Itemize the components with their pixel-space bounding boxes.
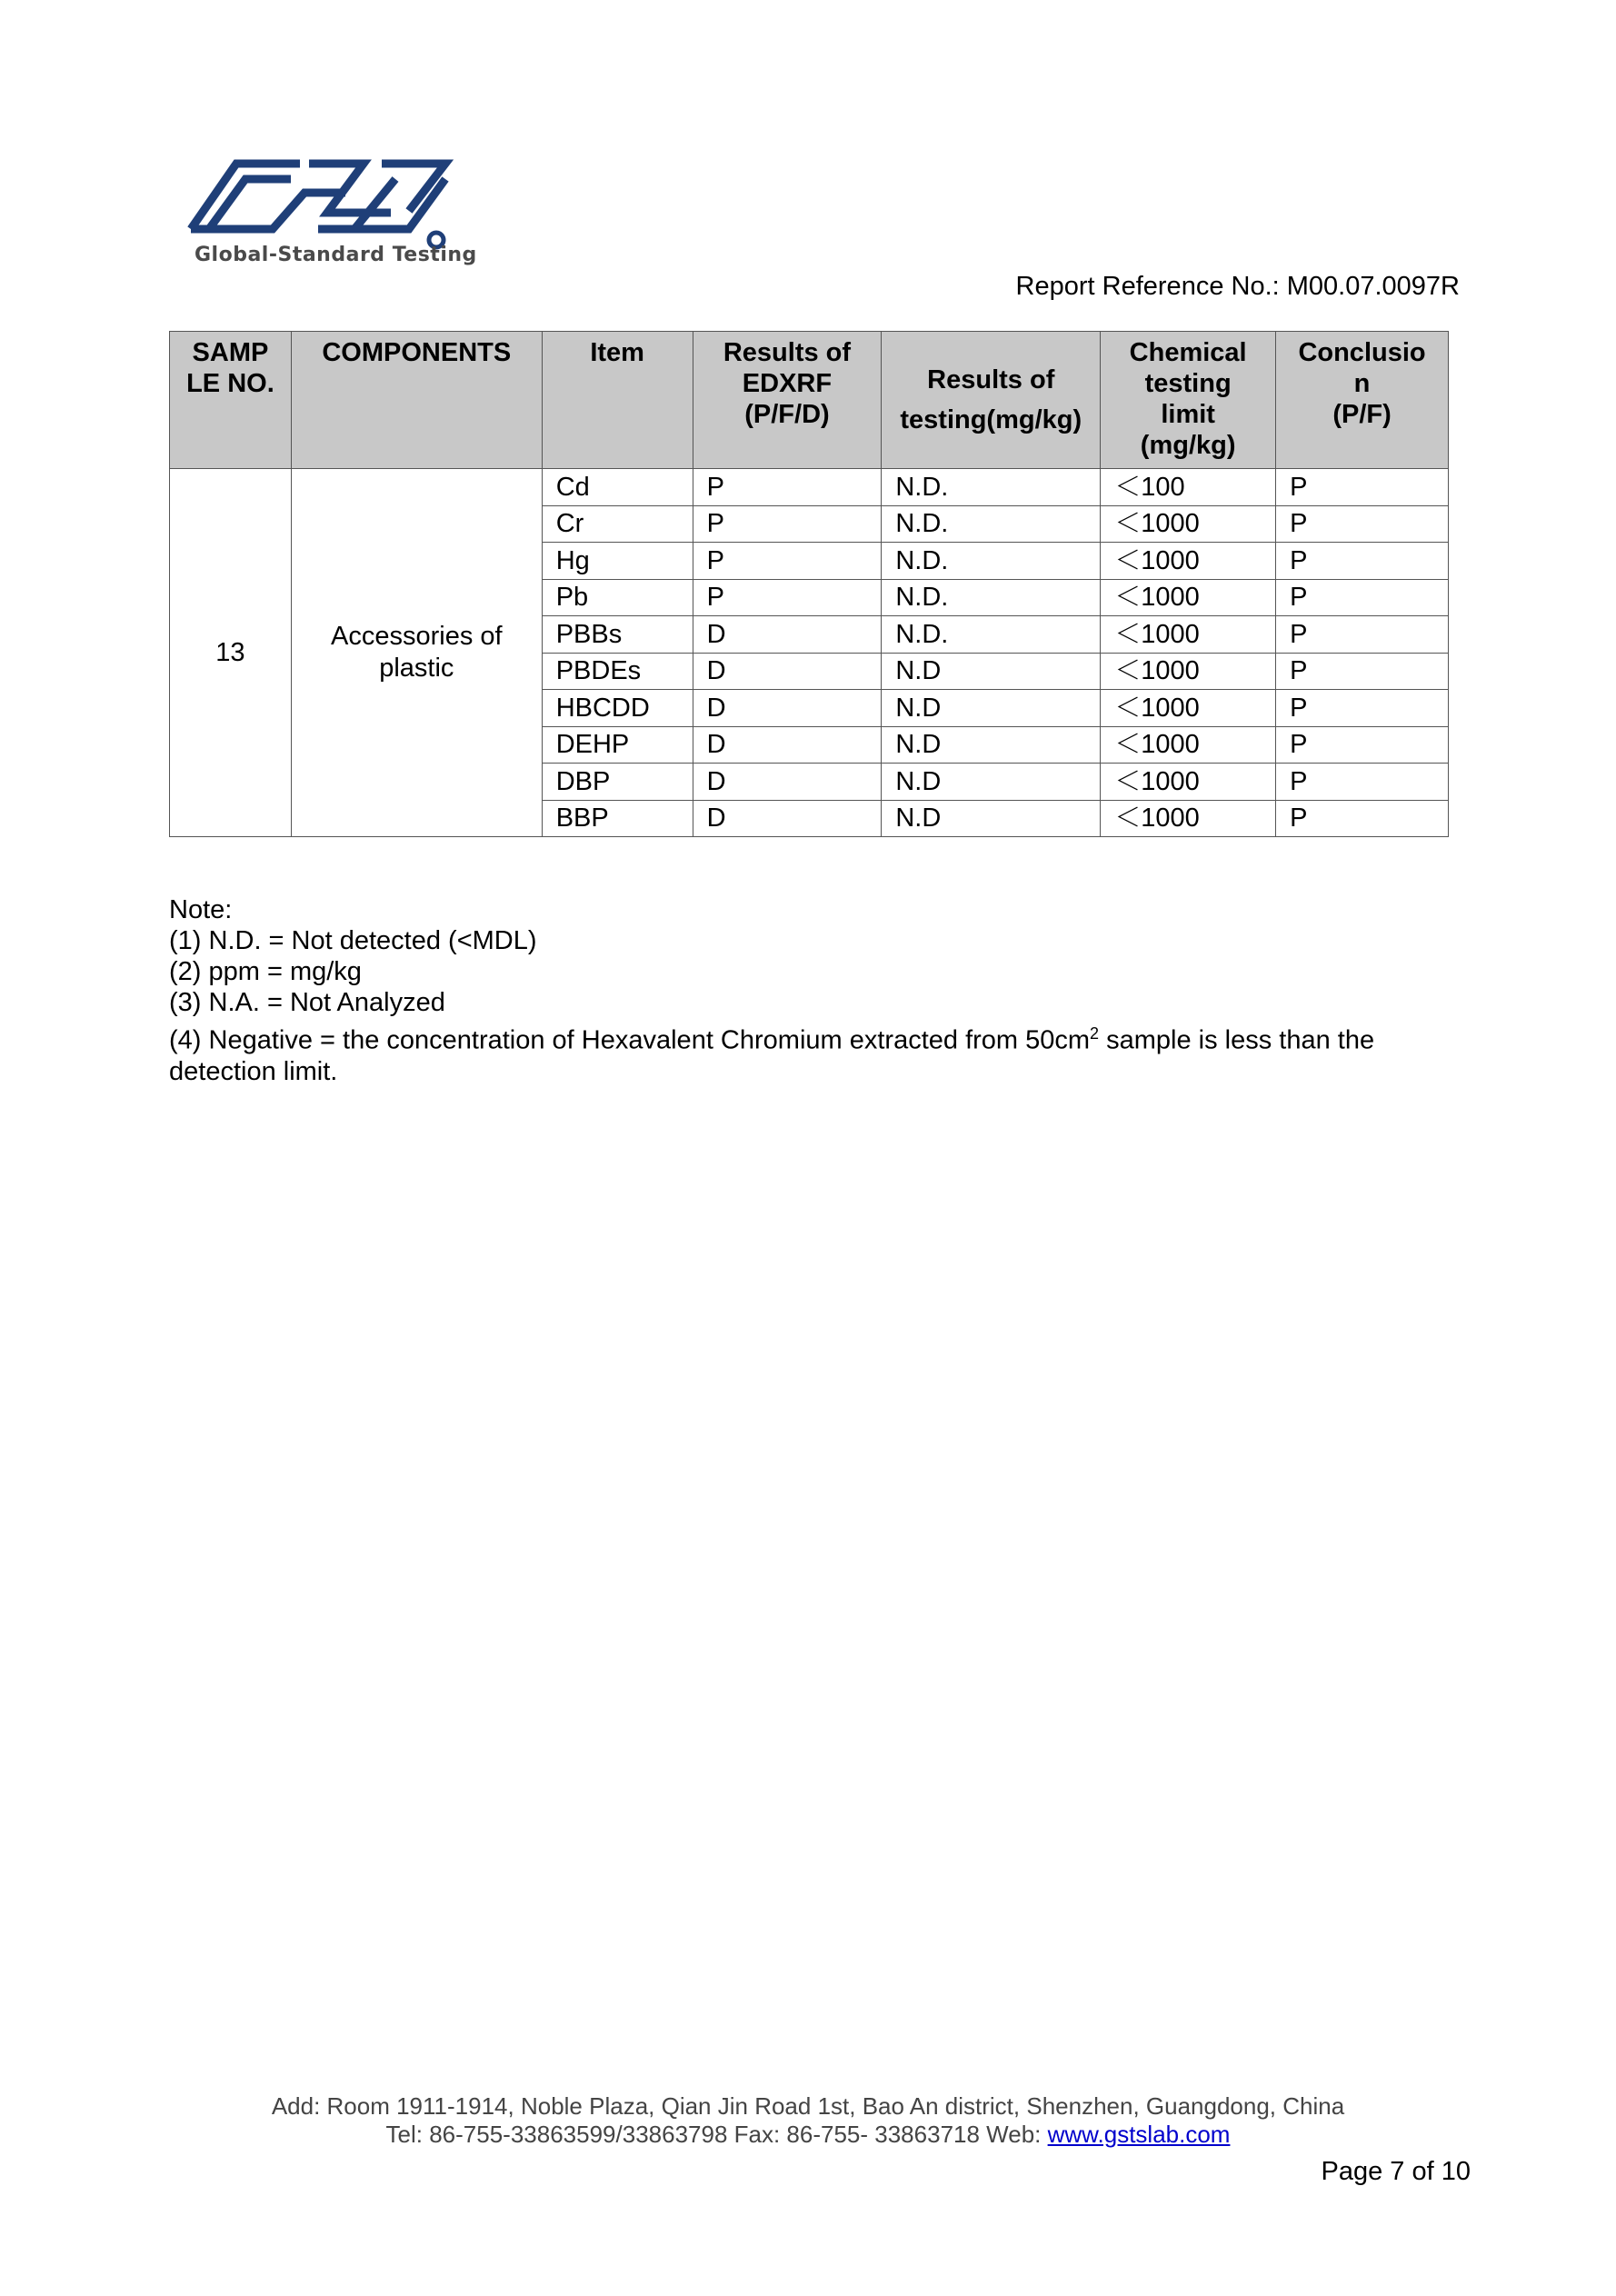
header-sample-no: SAMP LE NO. [170, 332, 292, 469]
conclusion-cell: P [1276, 579, 1449, 616]
footer-address: Add: Room 1911-1914, Noble Plaza, Qian Jin Road 1st, Bao An district, Shenzhen, Guangdong, China [271, 2092, 1345, 2120]
edxrf-cell: D [693, 616, 882, 654]
sample-number: 13 [170, 469, 292, 837]
header-components: COMPONENTS [291, 332, 542, 469]
item-cell: DBP [542, 764, 693, 801]
edxrf-cell: D [693, 653, 882, 690]
item-cell: Pb [542, 579, 693, 616]
conclusion-cell: P [1276, 690, 1449, 727]
item-cell: HBCDD [542, 690, 693, 727]
item-cell: Cr [542, 505, 693, 543]
limit-cell: ＜1000 [1101, 800, 1276, 837]
testing-cell: N.D [882, 800, 1101, 837]
conclusion-cell: P [1276, 764, 1449, 801]
item-cell: PBBs [542, 616, 693, 654]
edxrf-cell: P [693, 505, 882, 543]
item-cell: Hg [542, 543, 693, 580]
note-2: (2) ppm = mg/kg [169, 957, 362, 986]
notes-section [169, 894, 1460, 1087]
item-cell: PBDEs [542, 653, 693, 690]
conclusion-cell: P [1276, 653, 1449, 690]
limit-cell: ＜1000 [1101, 543, 1276, 580]
table-header-row [170, 332, 1449, 469]
results-table [169, 331, 1449, 837]
logo-text: Global-Standard Testing [195, 244, 477, 266]
testing-cell: N.D. [882, 616, 1101, 654]
header-conclusion: Conclusio n (P/F) [1276, 332, 1449, 469]
testing-cell: N.D [882, 653, 1101, 690]
note-3: (3) N.A. = Not Analyzed [169, 988, 445, 1017]
item-cell: Cd [542, 469, 693, 506]
conclusion-cell: P [1276, 726, 1449, 764]
testing-cell: N.D [882, 690, 1101, 727]
item-cell: BBP [542, 800, 693, 837]
limit-cell: ＜1000 [1101, 726, 1276, 764]
conclusion-cell: P [1276, 543, 1449, 580]
edxrf-cell: P [693, 579, 882, 616]
testing-cell: N.D. [882, 543, 1101, 580]
edxrf-cell: D [693, 800, 882, 837]
report-reference: Report Reference No.: M00.07.0097R [1015, 272, 1460, 301]
conclusion-cell: P [1276, 469, 1449, 506]
testing-cell: N.D [882, 726, 1101, 764]
website-link[interactable]: www.gstslab.com [1047, 2121, 1231, 2148]
header-edxrf: Results of EDXRF (P/F/D) [693, 332, 882, 469]
header-testing: Results of testing(mg/kg) [882, 332, 1101, 469]
edxrf-cell: D [693, 726, 882, 764]
conclusion-cell: P [1276, 505, 1449, 543]
limit-cell: ＜100 [1101, 469, 1276, 506]
conclusion-cell: P [1276, 800, 1449, 837]
limit-cell: ＜1000 [1101, 764, 1276, 801]
item-cell: DEHP [542, 726, 693, 764]
edxrf-cell: D [693, 764, 882, 801]
note-1: (1) N.D. = Not detected (<MDL) [169, 926, 537, 955]
note-4-continuation: detection limit. [169, 1056, 338, 1086]
header-limit: Chemical testing limit (mg/kg) [1101, 332, 1276, 469]
edxrf-cell: P [693, 543, 882, 580]
notes-title: Note: [169, 895, 233, 924]
limit-cell: ＜1000 [1101, 505, 1276, 543]
testing-cell: N.D. [882, 505, 1101, 543]
page-number: Page 7 of 10 [1321, 2157, 1471, 2186]
table-row [170, 469, 1449, 506]
limit-cell: ＜1000 [1101, 616, 1276, 654]
component-name: Accessories of plastic [291, 469, 542, 837]
edxrf-cell: P [693, 469, 882, 506]
conclusion-cell: P [1276, 616, 1449, 654]
note-4: (4) Negative = the concentration of Hexavalent Chromium extracted from $50cm^2$ sample is less than the [169, 1024, 1375, 1055]
testing-cell: N.D [882, 764, 1101, 801]
footer-contact: Tel: 86-755-33863599/33863798 Fax: 86-755- 33863718 Web: www.gstslab.com [385, 2121, 1231, 2148]
limit-cell: ＜1000 [1101, 690, 1276, 727]
testing-cell: N.D. [882, 579, 1101, 616]
limit-cell: ＜1000 [1101, 579, 1276, 616]
testing-cell: N.D. [882, 469, 1101, 506]
header-item: Item [542, 332, 693, 469]
edxrf-cell: D [693, 690, 882, 727]
limit-cell: ＜1000 [1101, 653, 1276, 690]
